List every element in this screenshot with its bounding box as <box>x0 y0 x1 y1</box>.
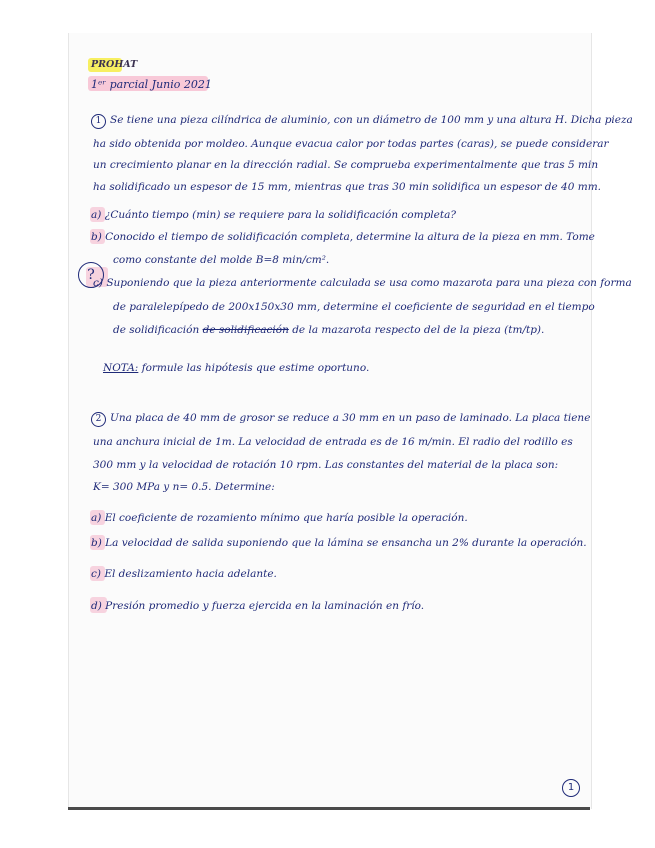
question-mark-annotation: ? <box>78 262 104 288</box>
q2-number: 2 <box>91 412 106 427</box>
q2-item-d: d) Presión promedio y fuerza ejercida en la laminación en frío. <box>91 600 425 612</box>
q1-line-2: ha sido obtenida por moldeo. Aunque evacua calor por todas partes (caras), se puede considerar <box>93 138 609 150</box>
sheet-bottom-edge <box>68 807 590 810</box>
q1-note: NOTA: formule las hipótesis que estime oportuno. <box>103 362 370 374</box>
q1-item-b-line1: b) Conocido el tiempo de solidificación completa, determine la altura de la pieza en mm. Tome <box>91 231 595 243</box>
q1-item-a: a) ¿Cuánto tiempo (min) se requiere para la solidificación completa? <box>91 209 456 221</box>
q2-line-3: 300 mm y la velocidad de rotación 10 rpm. Las constantes del material de la placa son: <box>93 459 559 471</box>
q1-item-c-line2: de paralelepípedo de 200x150x30 mm, determine el coeficiente de seguridad en el tiempo <box>113 301 595 313</box>
q1-line-3: un crecimiento planar en la dirección radial. Se comprueba experimentalmente que tras 5 min <box>93 159 599 171</box>
q2-line-1: 2 Una placa de 40 mm de grosor se reduce a 30 mm en un paso de laminado. La placa tiene <box>91 412 590 427</box>
note-label: NOTA: <box>103 362 139 374</box>
q1-line-4: ha solidificado un espesor de 15 mm, mientras que tras 30 min solidifica un espesor de 40 mm. <box>93 181 601 193</box>
q2-line-4: K= 300 MPa y n= 0.5. Determine: <box>93 481 275 493</box>
header-tag: PROHAT <box>91 59 138 70</box>
q2-item-a: a) El coeficiente de rozamiento mínimo que haría posible la operación. <box>91 512 468 524</box>
q1-line-1: 1 Se tiene una pieza cilíndrica de aluminio, con un diámetro de 100 mm y una altura H. Dicha pieza <box>91 114 633 129</box>
q1-item-c-line3: de solidificación de solidificación de la mazarota respecto del de la pieza (tm/tp). <box>113 324 545 336</box>
page-number: 1 <box>562 779 580 797</box>
q1-item-c-line1: c) Suponiendo que la pieza anteriormente calculada se usa como mazarota para una pieza con forma <box>93 277 632 289</box>
q1-item-b-line2: como constante del molde B=8 min/cm². <box>113 254 330 266</box>
q2-item-b: b) La velocidad de salida suponiendo que la lámina se ensancha un 2% durante la operación. <box>91 537 587 549</box>
q2-item-c: c) El deslizamiento hacia adelante. <box>91 568 277 580</box>
header-subtitle: 1ᵉʳ parcial Junio 2021 <box>91 78 212 91</box>
struck-text: de solidificación <box>202 324 289 336</box>
q1-number: 1 <box>91 114 106 129</box>
q2-line-2: una anchura inicial de 1m. La velocidad de entrada es de 16 m/min. El radio del rodillo es <box>93 436 573 448</box>
